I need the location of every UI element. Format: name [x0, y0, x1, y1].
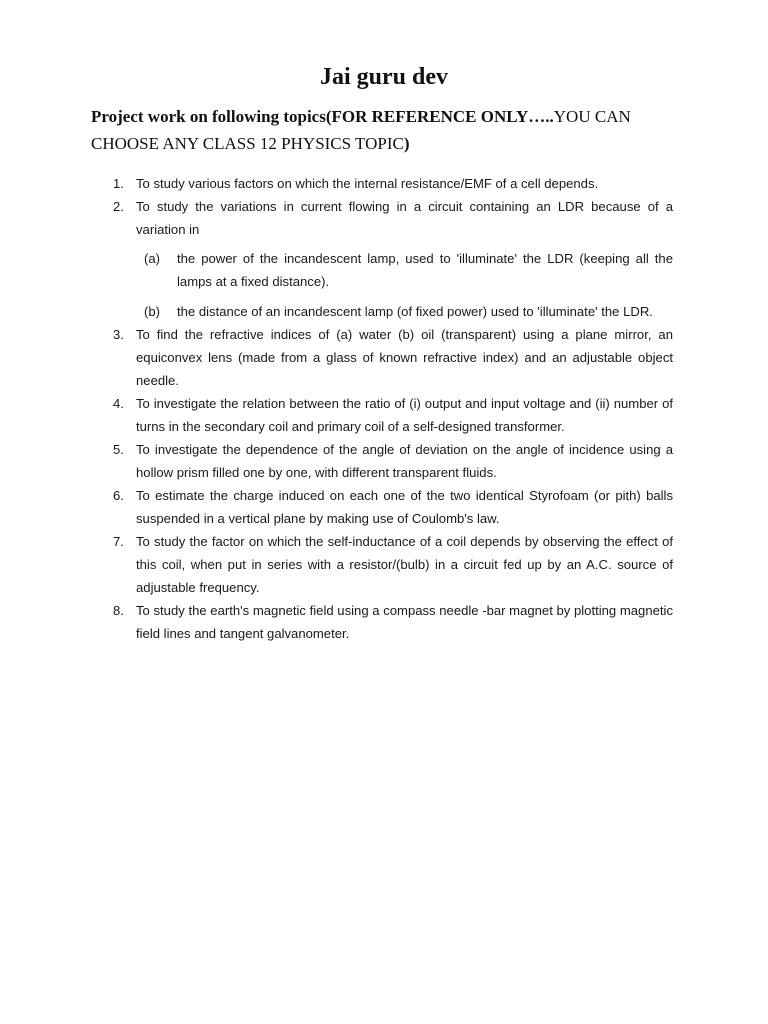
list-item: [113, 195, 673, 241]
list-item: [113, 599, 673, 645]
sub-list-item-text: the distance of an incandescent lamp (of fixed power) used to 'illuminate' the LDR.: [177, 304, 653, 319]
list-item: [113, 438, 673, 484]
list-item-text: To study various factors on which the internal resistance/EMF of a cell depends.: [136, 176, 599, 191]
page-title: Jai guru dev: [319, 64, 448, 90]
list-item: [113, 392, 673, 438]
list-item-number: 8.: [113, 603, 124, 618]
list-item: [113, 530, 673, 599]
topic-list: [113, 172, 673, 645]
list-item-number: 4.: [113, 396, 124, 411]
list-item-number: 5.: [113, 442, 124, 457]
sub-list-item-label: (b): [144, 304, 161, 319]
list-item-number: 1.: [113, 176, 124, 191]
list-item-number: 7.: [113, 534, 124, 549]
list-item: [113, 172, 673, 195]
list-item-number: 3.: [113, 327, 124, 342]
list-item-text: To investigate the dependence of the angle of deviation on the angle of incidence using a hollow prism filled one by one, with different transparent fluids.: [136, 442, 673, 480]
list-item-number: 2.: [113, 199, 124, 214]
intro-normal-text: YOU CAN CHOOSE ANY CLASS 12 PHYSICS TOPIC: [91, 107, 631, 153]
sub-list-item-text: the power of the incandescent lamp, used to 'illuminate' the LDR (keeping all the lamps at a fixed distance).: [177, 251, 673, 289]
list-item-number: 6.: [113, 488, 124, 503]
sub-list-item: [113, 300, 673, 323]
intro-bold-text: Project work on following topics(FOR REFERENCE ONLY…..: [91, 107, 554, 126]
list-item: [113, 484, 673, 530]
list-item-text: To find the refractive indices of (a) water (b) oil (transparent) using a plane mirror, an equiconvex lens (made from a glass of known refractive index) and an adjustable object needle.: [136, 327, 673, 388]
intro-paragraph: [91, 103, 691, 157]
list-item-text: To estimate the charge induced on each one of the two identical Styrofoam (or pith) balls suspended in a vertical plane by making use of Coulomb's law.: [136, 488, 673, 526]
list-item-text: To investigate the relation between the ratio of (i) output and input voltage and (ii) number of turns in the secondary coil and primary coil of a self-designed transformer.: [136, 396, 673, 434]
intro-closing-paren: ): [403, 134, 410, 153]
sub-list-item-label: (a): [144, 251, 161, 266]
list-item-text: To study the variations in current flowing in a circuit containing an LDR because of a variation in: [136, 199, 673, 237]
sub-list-item: [113, 247, 673, 293]
list-item-text: To study the earth's magnetic field using a compass needle -bar magnet by plotting magnetic field lines and tangent galvanometer.: [136, 603, 673, 641]
list-item: [113, 323, 673, 392]
list-item-text: To study the factor on which the self-inductance of a coil depends by observing the effect of this coil, when put in series with a resistor/(bulb) in a circuit fed up by an A.C. source of adjustable frequency.: [136, 534, 673, 595]
